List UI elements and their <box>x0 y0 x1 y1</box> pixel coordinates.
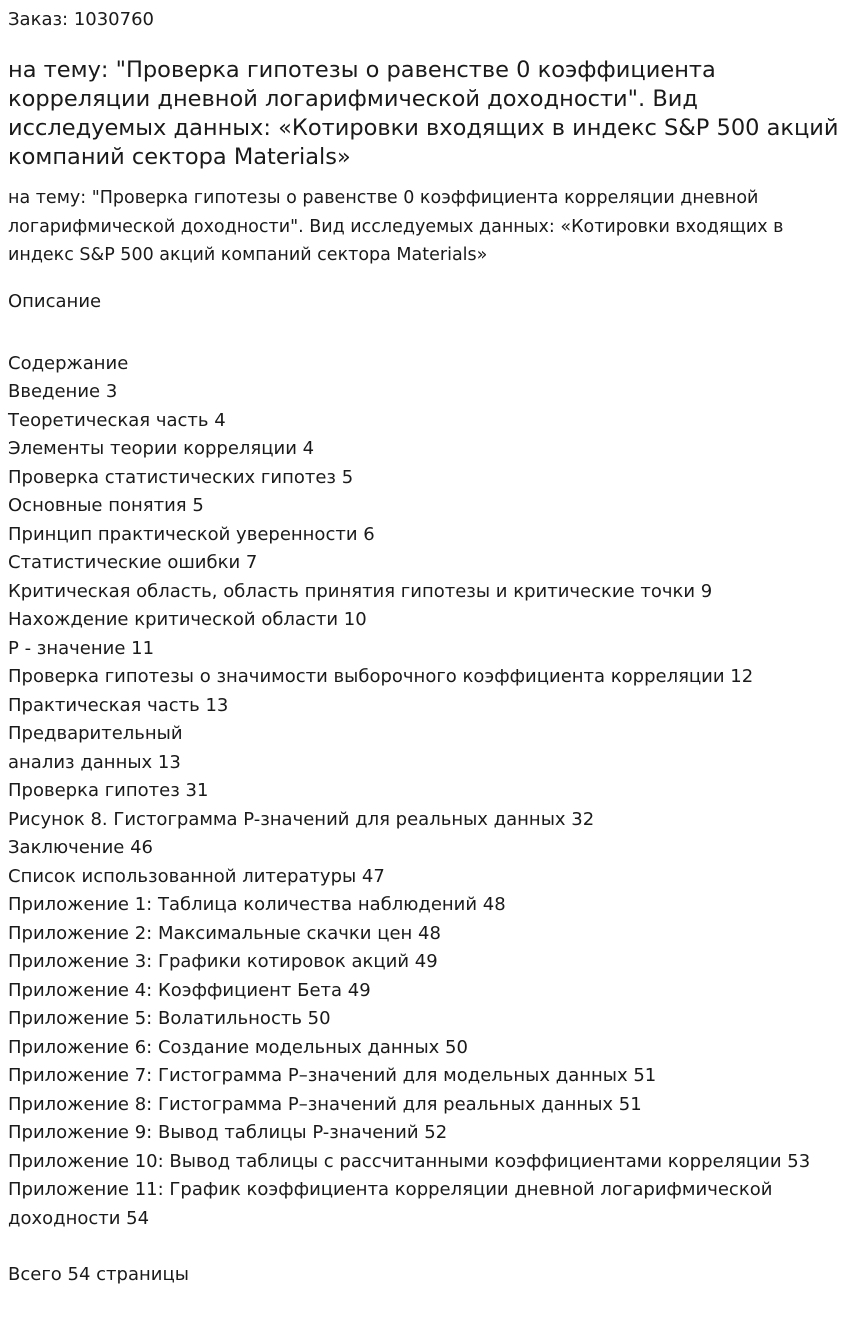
toc-item: Критическая область, область принятия гипотезы и критические точки 9 <box>8 580 713 602</box>
document-title: на тему: "Проверка гипотезы о равенстве 0 коэффициента корреляции дневной логарифмической доходности". Вид исследуемых данных: «Котировки входящих в индекс S&P 500 акций компаний сектора Materials» <box>8 57 839 170</box>
toc-item: Проверка гипотезы о значимости выборочного коэффициента корреляции 12 <box>8 666 754 687</box>
toc-item: Рисунок 8. Гистограмма P-значений для реальных данных 32 <box>8 808 595 830</box>
toc-item: Приложение 11: График коэффициента корреляции дневной логарифмической доходности 54 <box>8 1179 773 1229</box>
toc-item: Приложение 2: Максимальные скачки цен 48 <box>8 922 441 944</box>
toc-item: Основные понятия 5 <box>8 495 204 516</box>
toc-item: Нахождение критической области 10 <box>8 609 367 630</box>
toc-item: Принцип практической уверенности 6 <box>8 523 375 545</box>
toc-item: Проверка статистических гипотез 5 <box>8 466 354 488</box>
toc-item: анализ данных 13 <box>8 751 181 773</box>
toc-item: Статистические ошибки 7 <box>8 552 258 573</box>
toc-item: Элементы теории корреляции 4 <box>8 438 315 459</box>
document-subtitle: на тему: "Проверка гипотезы о равенстве 0 коэффициента корреляции дневной логарифмической доходности". Вид исследуемых данных: «Котировки входящих в индекс S&P 500 акций компаний сектора Materials» <box>8 188 784 265</box>
toc-item: Приложение 3: Графики котировок акций 49 <box>8 951 438 972</box>
toc-item: Приложение 10: Вывод таблицы с рассчитанными коэффициентами корреляции 53 <box>8 1150 811 1172</box>
toc-item: Предварительный <box>8 723 183 744</box>
toc-item: Проверка гипотез 31 <box>8 780 209 801</box>
toc-item: Приложение 5: Волатильность 50 <box>8 1008 331 1029</box>
table-of-contents <box>8 378 839 1233</box>
toc-item: Введение 3 <box>8 381 118 402</box>
toc-heading: Содержание <box>8 352 129 374</box>
total-pages: Всего 54 страницы <box>8 1264 189 1285</box>
toc-item: Приложение 1: Таблица количества наблюдений 48 <box>8 894 506 915</box>
toc-item: Приложение 9: Вывод таблицы P-значений 52 <box>8 1122 448 1143</box>
description-heading: Описание <box>8 290 102 312</box>
toc-item: Теоретическая часть 4 <box>8 409 226 431</box>
order-number: Заказ: 1030760 <box>8 9 154 30</box>
toc-item: Приложение 8: Гистограмма P–значений для реальных данных 51 <box>8 1093 642 1115</box>
toc-item: Приложение 7: Гистограмма P–значений для модельных данных 51 <box>8 1065 657 1086</box>
toc-item: Приложение 6: Создание модельных данных 50 <box>8 1036 468 1058</box>
toc-item: Приложение 4: Коэффициент Бета 49 <box>8 979 371 1001</box>
toc-item: Список использованной литературы 47 <box>8 865 385 887</box>
toc-item: P - значение 11 <box>8 637 155 659</box>
toc-item: Заключение 46 <box>8 837 153 858</box>
toc-item: Практическая часть 13 <box>8 694 229 716</box>
